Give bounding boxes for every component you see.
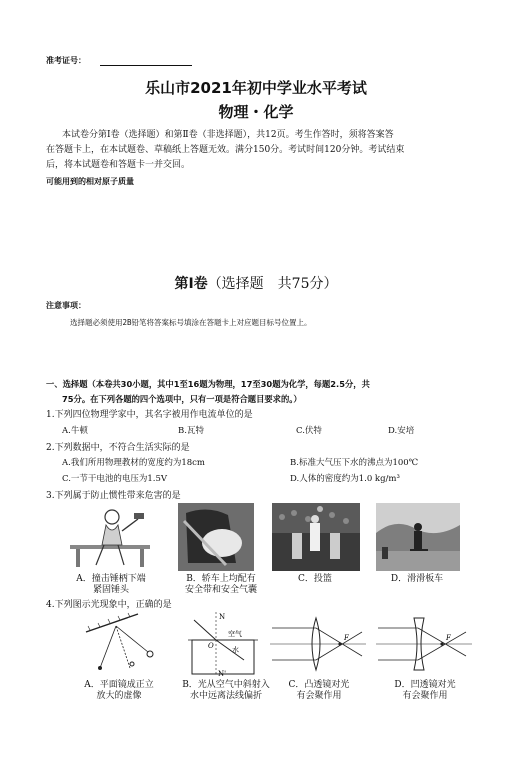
q4-caption-d-line-2: 有会聚作用 (402, 691, 448, 701)
q4-diagram-refraction (188, 610, 258, 676)
section-title-sub: （选择题 共75分） (207, 276, 338, 292)
q4-label-water: 水 (232, 646, 239, 654)
q2-option-c: C.一节干电池的电压为1.5V (62, 474, 168, 484)
q2-stem: 2.下列数据中，不符合生活实际的是 (46, 443, 190, 453)
part-heading-line-1: 一、选择题（本卷共30小题，其中1至16题为物理，17至30题为化学，每题2.5分，共 (46, 379, 370, 389)
section-title (0, 274, 512, 294)
q3-caption-a-line-1: A．撞击锤柄下端 (76, 574, 146, 584)
q3-image-hammer (60, 505, 160, 569)
q4-diagram-concave-lens (376, 616, 472, 672)
q4-caption-c-line-2: 有会聚作用 (296, 691, 342, 701)
q4-caption-a (64, 680, 174, 702)
q4-label-normal-bottom: N' (218, 670, 227, 676)
intro-line-3: 后，将本试题卷和答题卡一并交回。 (46, 160, 191, 170)
q4-caption-c-line-1: C．凸透镜对光 (288, 680, 350, 690)
q4-caption-a-line-1: A．平面镜成正立 (84, 680, 154, 690)
q1-stem: 1.下列四位物理学家中，其名字被用作电流单位的是 (46, 410, 253, 420)
q4-label-focus-d: F (446, 634, 451, 642)
q3-image-car-seat (178, 503, 254, 571)
q3-caption-c (260, 574, 370, 585)
q4-caption-b-line-2: 水中远离法线偏折 (189, 691, 262, 701)
q1-option-d: D.安培 (388, 426, 415, 436)
q3-caption-a-line-2: 紧固锤头 (92, 585, 129, 595)
q2-option-a: A.我们所用物理教材的宽度约为18cm (62, 458, 205, 468)
q4-diagram-mirror (80, 612, 160, 674)
q2-option-d: D.人体的密度约为1.0 kg/m³ (290, 474, 400, 484)
exam-subtitle: 物理・化学 (218, 103, 294, 121)
exam-id-blank (100, 65, 192, 66)
q4-label-normal-top: N (219, 613, 226, 621)
q4-caption-a-line-2: 放大的虚像 (96, 691, 142, 701)
q3-caption-b-line-2: 安全带和安全气囊 (184, 585, 257, 595)
q4-label-focus-c: F (344, 634, 349, 642)
q4-diagram-convex-lens (270, 616, 366, 672)
intro-line-1: 本试卷分第Ⅰ卷（选择题）和第Ⅱ卷（非选择题），共12页。考生作答时，须将答案答 (62, 130, 394, 140)
section-title-main: 第Ⅰ卷 (174, 276, 208, 292)
q4-caption-d-line-1: D．凹透镜对光 (394, 680, 456, 690)
q4-caption-b-line-1: B．光从空气中斜射入 (182, 680, 270, 690)
q4-caption-d (370, 680, 480, 702)
q3-caption-d (362, 574, 472, 585)
q3-caption-c-line-1: C．投篮 (298, 574, 332, 584)
exam-title: 乐山市2021年初中学业水平考试 (145, 79, 367, 97)
q3-image-basketball (272, 503, 360, 571)
exam-id-label: 准考证号： (46, 56, 86, 65)
q3-image-skateboard (376, 503, 460, 571)
q3-caption-b-line-1: B．轿车上均配有 (186, 574, 256, 584)
q3-caption-d-line-1: D．滑滑板车 (390, 574, 444, 584)
notice-text: 选择题必须使用2B铅笔将答案标号填涂在答题卡上对应题目标号位置上。 (70, 318, 312, 327)
q1-option-c: C.伏特 (296, 426, 322, 436)
q3-caption-a (56, 574, 166, 596)
notice-label: 注意事项： (46, 301, 86, 310)
q2-option-b: B.标准大气压下水的沸点为100℃ (290, 458, 419, 468)
q1-option-a: A.牛顿 (62, 426, 88, 436)
atomic-mass-label: 可能用到的相对原子质量 (46, 177, 134, 186)
q4-label-air: 空气 (228, 630, 242, 638)
q3-stem: 3.下列属于防止惯性带来危害的是 (46, 491, 181, 501)
q4-label-origin: O (208, 642, 214, 650)
part-heading-line-2: 75分。在下列各题的四个选项中，只有一项是符合题目要求的。） (62, 394, 302, 404)
q4-stem: 4.下列图示光现象中，正确的是 (46, 600, 172, 610)
intro-line-2: 在答题卡上，在本试题卷、草稿纸上答题无效。满分150分。考试时间120分钟。考试结束 (46, 145, 405, 155)
q1-option-b: B.瓦特 (178, 426, 204, 436)
q4-caption-c (264, 680, 374, 702)
